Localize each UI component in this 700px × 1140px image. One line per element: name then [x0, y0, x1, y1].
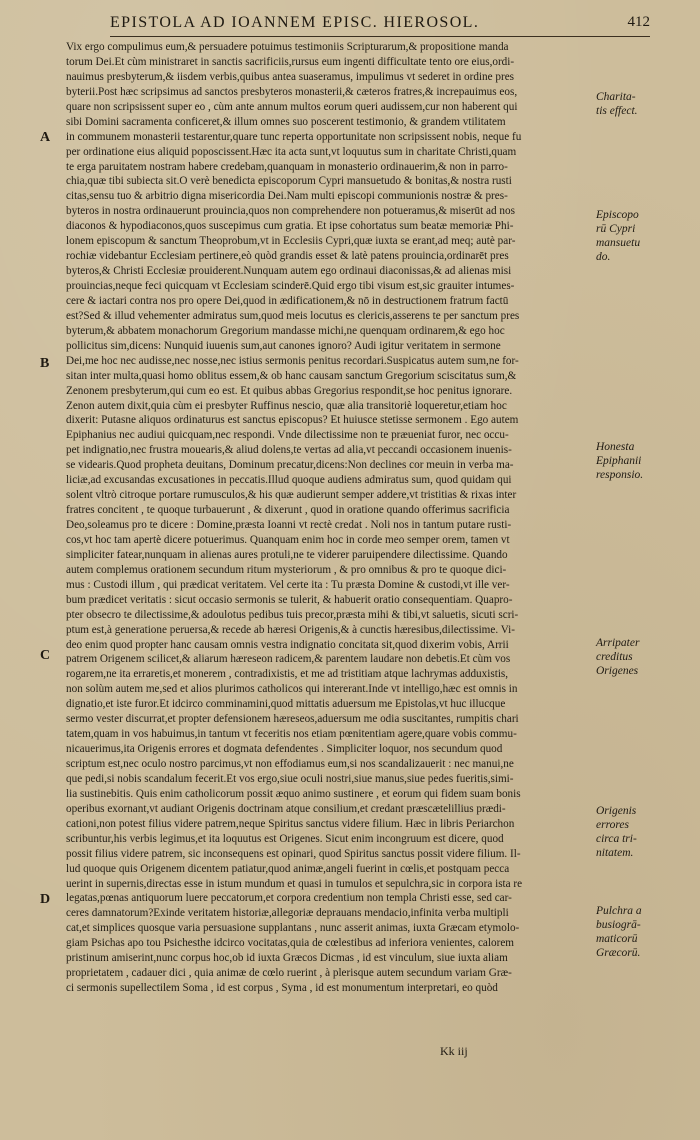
margin-note-line: Origenis — [596, 805, 637, 817]
text-line: lud quoque quis Origenem dicentem patiatur,quod animæ,angeli fuerint in cœlis,et postquam pecca — [66, 862, 510, 875]
text-line: pter obsecro te dilectissime,& adoulotus pedibus tuis precor,præsta mihi & tibi,vt saluetis, sicuti scri- — [66, 608, 519, 621]
margin-note-line: do. — [596, 251, 611, 263]
text-line: Zenonem presbyterum,qui cum eo est. Et quibus abbas Gregorius respondit,se hoc penitus ignorare. — [66, 384, 513, 397]
text-line: uerint in supernis,directas esse in istum mundum et quasi in tumulos et sepulchra,sic in corpora ista re — [66, 877, 523, 890]
margin-note — [596, 636, 696, 678]
margin-note — [596, 208, 696, 264]
text-line: quare non scripsissent super eo , cùm ante annum multos eorum queri audissem,cur non haberent qui — [66, 100, 518, 113]
text-line: rochiæ videbantur Ecclesiam pertinere,eò quòd grandis esset & latè patens prouincia,ordinarēt pres — [66, 250, 509, 263]
margin-note-line: circa tri- — [596, 833, 637, 845]
text-line: te erga paruitatem nostram habere credebam,quanquam in monasterio ordinauerim,& non in parro- — [66, 160, 508, 173]
margin-note-line: Charita- — [596, 91, 636, 103]
text-line: byteros in nostra ordinauerunt prouincia,quos non comprehendere non potueramus,& miserūt ad nos — [66, 205, 515, 218]
text-line: simpliciter fatear,nunquam in alienas aures protuli,ne te viderer paruipendere dilectissime. Quando — [66, 548, 508, 561]
text-line: lonem episcopum & sanctum Theoprobum,vt in Ecclesiis Cypri,quæ iuxta se erant,ad meq; autè par- — [66, 235, 516, 248]
margin-note-line: tis effect. — [596, 105, 638, 117]
text-line: liciæ,ad excusandas excusationes in peccatis.Illud quoque audiens admiratus sum, quod quidam qui — [66, 474, 512, 487]
text-line: rogarem,ne ita erraretis,et monerem , contradixistis, et me ad tristitiam atque lachrymas adduxistis, — [66, 668, 509, 681]
text-line: lia sustinebitis. Quis enim catholicorum possit æquo animo sustinere , et eorum qui fidem suam bonis — [66, 787, 521, 800]
text-line: byteros,& Christi Ecclesiæ prouiderent.Nunquam autem ego ordinaui diaconissas,& ad alienas misi — [66, 265, 512, 278]
text-line: se videaris.Quod propheta deuitans, Dominum precatur,dicens:Non declines cor meuin in verba ma- — [66, 459, 514, 472]
text-line: sermo vester discurrat,et propter defensionem hæreseos,aduersum me odia suscitantes, rumpitis chari — [66, 713, 519, 726]
text-line: ptum est,à generatione peruersa,& recede ab hæresi Origenis,& à cunctis hæresibus,dilectissime. Vi- — [66, 623, 515, 636]
margin-note-line: busiogrā- — [596, 919, 641, 931]
text-line: sibi Domini sacramenta conficeret,& illum omnes suo poscerent testimonio, & grandem vtilitatem — [66, 115, 506, 128]
text-line: Epiphanius nec audiui quicquam,nec respondi. Vnde dilectissime non te præueniat furor, nec occu- — [66, 429, 509, 442]
section-letter-c: C — [40, 648, 51, 663]
margin-note-line: maticorū — [596, 933, 638, 945]
body-text — [66, 40, 592, 996]
margin-note-line: Honesta — [596, 441, 635, 453]
text-line: byterum,& abbatem monachorum Gregorium mandasse michi,ne quenquam ordinarem,& ego hoc — [66, 324, 505, 337]
text-line: deo enim quod propter hanc causam omnis vestra indignatio concitata sit,quod dixerim vobis, Arrii — [66, 638, 509, 651]
text-line: mus : Custodi illum , qui prædicat veritatem. Vel certe ita : Tu præsta Domine & custodi,vt ille ver- — [66, 578, 510, 591]
text-line: citas,sensu tuo & arbitrio digna misericordia Dei.Nam multi episcopi communionis nostræ & pres- — [66, 190, 508, 203]
text-line: que pedi,si nobis scandalum fecerit.Et vos ergo,siue oculi nostri,siue manus,siue pedes fueritis,simi- — [66, 772, 514, 785]
margin-note-line: errores — [596, 819, 630, 831]
margin-note-line: rū Cypri — [596, 223, 636, 235]
margin-note-line: Episcopo — [596, 209, 639, 221]
margin-note-line: Epiphanii — [596, 455, 642, 467]
text-line: Deo,soleamus pro te dicere : Domine,præsta Ioanni vt rectè credat . Noli nos in tantum putare rusti- — [66, 519, 512, 531]
margin-note-line: Origenes — [596, 665, 639, 677]
section-letter-b: B — [40, 356, 50, 371]
text-line: tatem,quam in vos habuimus,in tantum vt feceritis nos etiam pœnitentiam agere,quare vobis commu- — [66, 728, 517, 741]
margin-note — [596, 904, 696, 960]
text-line: nauimus presbyterum,& iisdem verbis,quibus antea suaseramus, impulimus vt sederet in ordine pres — [66, 70, 515, 83]
running-title: EPISTOLA AD IOANNEM EPISC. HIEROSOL. — [110, 14, 480, 31]
text-line: Vix ergo compulimus eum,& persuadere potuimus testimoniis Scripturarum,& propositione manda — [66, 41, 509, 53]
text-line: nicauerimus,ita Origenis errores et dogmata defendentes . Simpliciter loquor, nos secundum quod — [66, 743, 503, 756]
text-line: legatas,pœnas antiquorum luere peccatorum,et corpora credentium non templa Christi esse, sed car- — [66, 892, 512, 905]
margin-note-line: creditus — [596, 651, 633, 663]
text-line: operibus exornant,vt audiant Origenis doctrinam atque consilium,et credant præscætelillius prædi- — [66, 802, 506, 815]
section-letter-a: A — [40, 130, 51, 145]
margin-note-line: mansuetu — [596, 237, 641, 249]
margin-note-line: Pulchra a — [596, 905, 642, 917]
text-line: possit filius videre patrem, sic inconsequens est opinari, quod Spiritus sanctus possit videre filium. Il- — [66, 847, 521, 860]
text-line: cat,et simplices quosque varia persuasione supplantans , nunc asserit animas, iuxta Græcam etymolo- — [66, 922, 520, 935]
text-line: pollicitus sim,dicens: Nunquid iuuenis sum,aut canones ignoro? Audi igitur veritatem in sermone — [66, 339, 501, 352]
folio-number: 412 — [627, 14, 650, 30]
text-line: in communem monasterii testarentur,quare tunc reperta opportunitate non scripsissent nobis, neque fu — [66, 130, 522, 143]
section-letter-d: D — [40, 892, 51, 907]
text-line: pet indignatio,nec frustra mouearis,& aliud dolens,te vertas ad alia,vt peccandi occasionem inuenis- — [66, 444, 512, 457]
text-line: scribuntur,his verbis legimus,et ita loquutus est Origenes. Sicut enim incongruum est dicere, quod — [66, 832, 504, 845]
text-line: cere & iactari contra nos pro opere Dei,quod in ædificationem,& nō in destructionem fratrum factū — [66, 294, 509, 307]
text-line: giam Psichas apo tou Psichesthe idcirco vocitatas,quia de cœlestibus ad inferiora venientes, calorem — [66, 937, 514, 950]
text-line: bum prædicet veritatis : sicut occasio sermonis se tulerit, & habuerit oratio consequentiam. Quapro- — [66, 593, 513, 606]
margin-note-line: responsio. — [596, 469, 644, 481]
margin-note-line: nitatem. — [596, 847, 634, 859]
text-line: ci sermonis supellectilem Soma , id est corpus , Syma , id est monumentum interpretari, eo quòd — [66, 982, 498, 995]
text-line: proprietatem , cadauer dici , quia animæ de cœlo ruerint , à plerisque autem secundum variam Græ- — [66, 967, 512, 980]
text-line: diaconos & hypodiaconos,quos suscepimus cum gratia. Et ipse cohortatus sum beatæ memoriæ Phi- — [66, 220, 514, 233]
text-line: solent vltrò citroque portare rumusculos,& his quæ audierunt semper addere,vt tristitias & rixas inter — [66, 489, 517, 502]
text-line: cos,vt hoc tam apertè dicere potuerimus. Quanquam enim hoc in corde meo semper orem, tamen vt — [66, 533, 510, 546]
text-line: Zenon autem dixit,quia cùm ei presbyter Ruffinus nescio, quæ alia transitoriè loqueretur,etiam hoc — [66, 399, 507, 412]
margin-note-line: Arripater — [596, 637, 640, 649]
text-line: per ordinatione eius aliquid poposcissent.Hæc ita acta sunt,vt loquutus sum in charitate Christi,quam — [66, 145, 517, 158]
text-line: dignatio,et iste furor.Et idcirco comminamini,quod mittatis aduersum me Epistolas,vt huc illucque — [66, 698, 506, 711]
signature-mark: Kk iij — [440, 1044, 468, 1058]
margin-note — [596, 804, 696, 860]
text-line: dixerit: Putasne aliquos ordinaturus est sanctus episcopus? Et huiusce stetisse sermonem . Ego autem — [66, 414, 519, 427]
text-line: chia,quæ tibi subiecta sit.O verè benedicta episcoporum Cypri mansuetudo & bonitas,& nostra rusti — [66, 175, 512, 188]
text-line: pristinum amiserint,nunc corpus hoc,ob id iuxta Græcos Dicmas , id est vinculum, siue iuxta aliam — [66, 952, 508, 965]
text-line: cationi,non potest filius videre patrem,neque Spiritus sanctus videre filium. Hæc in libris Periarchon — [66, 817, 515, 830]
text-line: autem complemus orationem secundum ritum mysteriorum , & pro omnibus & pro te quoque dici- — [66, 563, 507, 576]
text-line: prouincias,neque feci quicquam vt Ecclesiam scinderē.Quid ergo tibi visum est,sic grauiter intumes- — [66, 280, 515, 292]
text-line: byterii.Post hæc scripsimus ad sanctos presbyteros monasterii,& cæteros fratres,& increpauimus eos, — [66, 85, 518, 98]
margin-note — [596, 90, 696, 118]
text-line: fratres concitent , te quoque turbauerunt , & dixerunt , quod in oratione quando offerimus sacrificia — [66, 504, 510, 517]
text-line: Dei,me hoc nec audisse,nec nosse,nec istius sermonis penitus recordari.Suspicatus autem sum,ne for- — [66, 354, 519, 367]
text-line: est?Sed & illud vehementer admiratus sum,quod meis locutus es clericis,asserens te per sanctum pres — [66, 309, 520, 322]
text-line: ceres damnatorum?Exinde veritatem historiæ,allegoriæ deprauans mendacio,infinita verba multipli — [66, 907, 509, 920]
text-line: scriptum est,nec oculo nostro parcimus,vt non effodiamus eum,si nos scandalizauerit : nec manui,ne — [66, 758, 514, 770]
margin-note-line: Græcorū. — [596, 947, 641, 959]
text-line: patrem Origenem scilicet,& aliarum hæreseon radicem,& parentem laudare non debetis.Et cùm vos — [66, 653, 511, 666]
text-line: sitan inter multa,quasi homo oblitus essem,& ob hanc causam sanctum Gregorium sciscitatus sum,& — [66, 369, 517, 382]
text-line: torum Dei.Et cùm ministraret in sanctis sacrificiis,rursus eum ingenti difficultate tento ore eius,ordi- — [66, 55, 515, 68]
running-head — [110, 14, 650, 37]
text-line: non solùm autem me,sed et alios plurimos catholicos qui intererant.Inde vt intelligo,hæc est omnis in — [66, 683, 518, 696]
margin-note — [596, 440, 696, 482]
